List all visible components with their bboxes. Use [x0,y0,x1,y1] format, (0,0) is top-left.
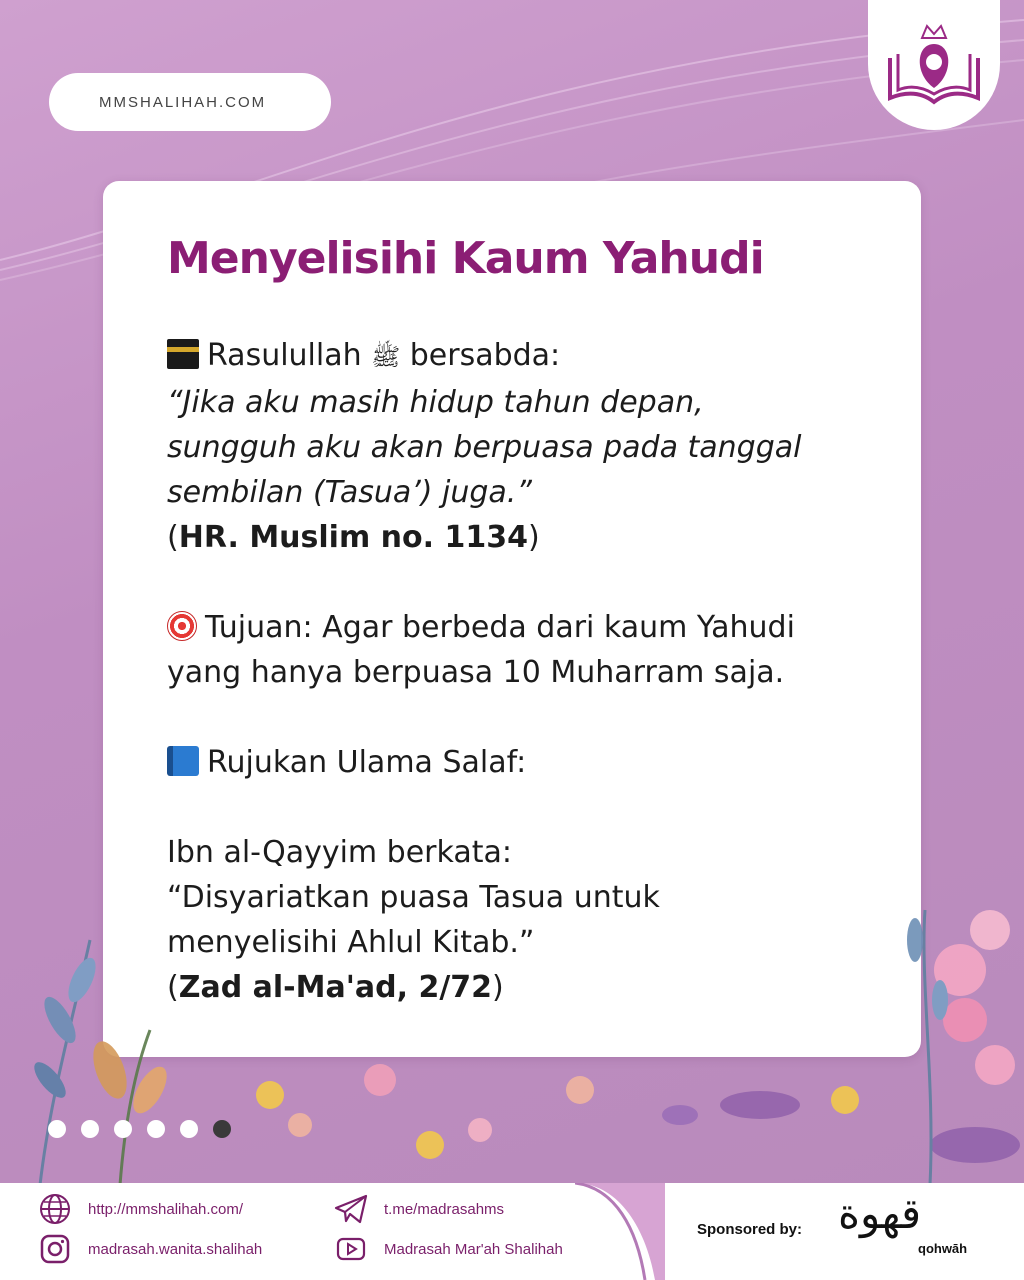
quote-line: “Jika aku masih hidup tahun depan, [167,385,704,420]
footer-website-link[interactable]: http://mmshalihah.com/ [38,1192,243,1226]
carousel-dot[interactable] [147,1120,165,1138]
carousel-dot-active[interactable] [213,1120,231,1138]
site-label-pill[interactable] [49,73,331,131]
kaaba-icon [167,339,199,369]
hadith-intro: Rasulullah ﷺ bersabda: [167,333,897,380]
carousel-dot[interactable] [180,1120,198,1138]
floral-decoration [0,880,1024,1185]
purpose-line: Tujuan: Agar berbeda dari kaum Yahudi [167,605,897,650]
direct-hit-icon [167,611,197,641]
book-crown-logo-icon [880,18,988,112]
footer-curve-decoration [575,1183,665,1280]
site-label: MMSHALIHAH.COM [99,93,267,111]
scholar-quote: menyelisihi Ahlul Kitab.” [167,925,535,960]
quote-line: sembilan (Tasua’) juga.” [167,475,532,510]
youtube-icon [334,1232,368,1266]
sponsored-label: Sponsored by: [697,1221,803,1238]
carousel-dot[interactable] [81,1120,99,1138]
reference-heading: Rujukan Ulama Salaf: [167,740,897,785]
footer-telegram-link[interactable]: t.me/madrasahms [334,1192,504,1226]
telegram-icon [334,1192,368,1226]
footer-instagram-link[interactable]: madrasah.wanita.shalihah [38,1232,262,1266]
carousel-dot[interactable] [114,1120,132,1138]
carousel-indicator [48,1120,231,1138]
sponsor-logo: قهوة [838,1189,922,1238]
brand-logo [868,0,1000,130]
footer-youtube-link[interactable]: Madrasah Mar'ah Shalihah [334,1232,563,1266]
carousel-dot[interactable] [48,1120,66,1138]
salawat-glyph: ﷺ [371,343,401,371]
scholar-quote: “Disyariatkan puasa Tasua untuk [167,880,660,915]
scholar-line: Ibn al-Qayyim berkata: [167,835,512,870]
purpose-line: yang hanya berpuasa 10 Muharram saja. [167,655,785,690]
globe-icon [38,1192,72,1226]
scholar-source: (Zad al-Ma'ad, 2/72) [167,970,504,1005]
hadith-source: (HR. Muslim no. 1134) [167,520,540,555]
sponsor-name: qohwāh [918,1241,968,1256]
instagram-icon [38,1232,72,1266]
footer [0,1183,1024,1280]
page-title: Menyelisihi Kaum Yahudi [167,233,764,284]
quote-line: sungguh aku akan berpuasa pada tanggal [167,430,802,465]
blue-book-icon [167,746,199,776]
